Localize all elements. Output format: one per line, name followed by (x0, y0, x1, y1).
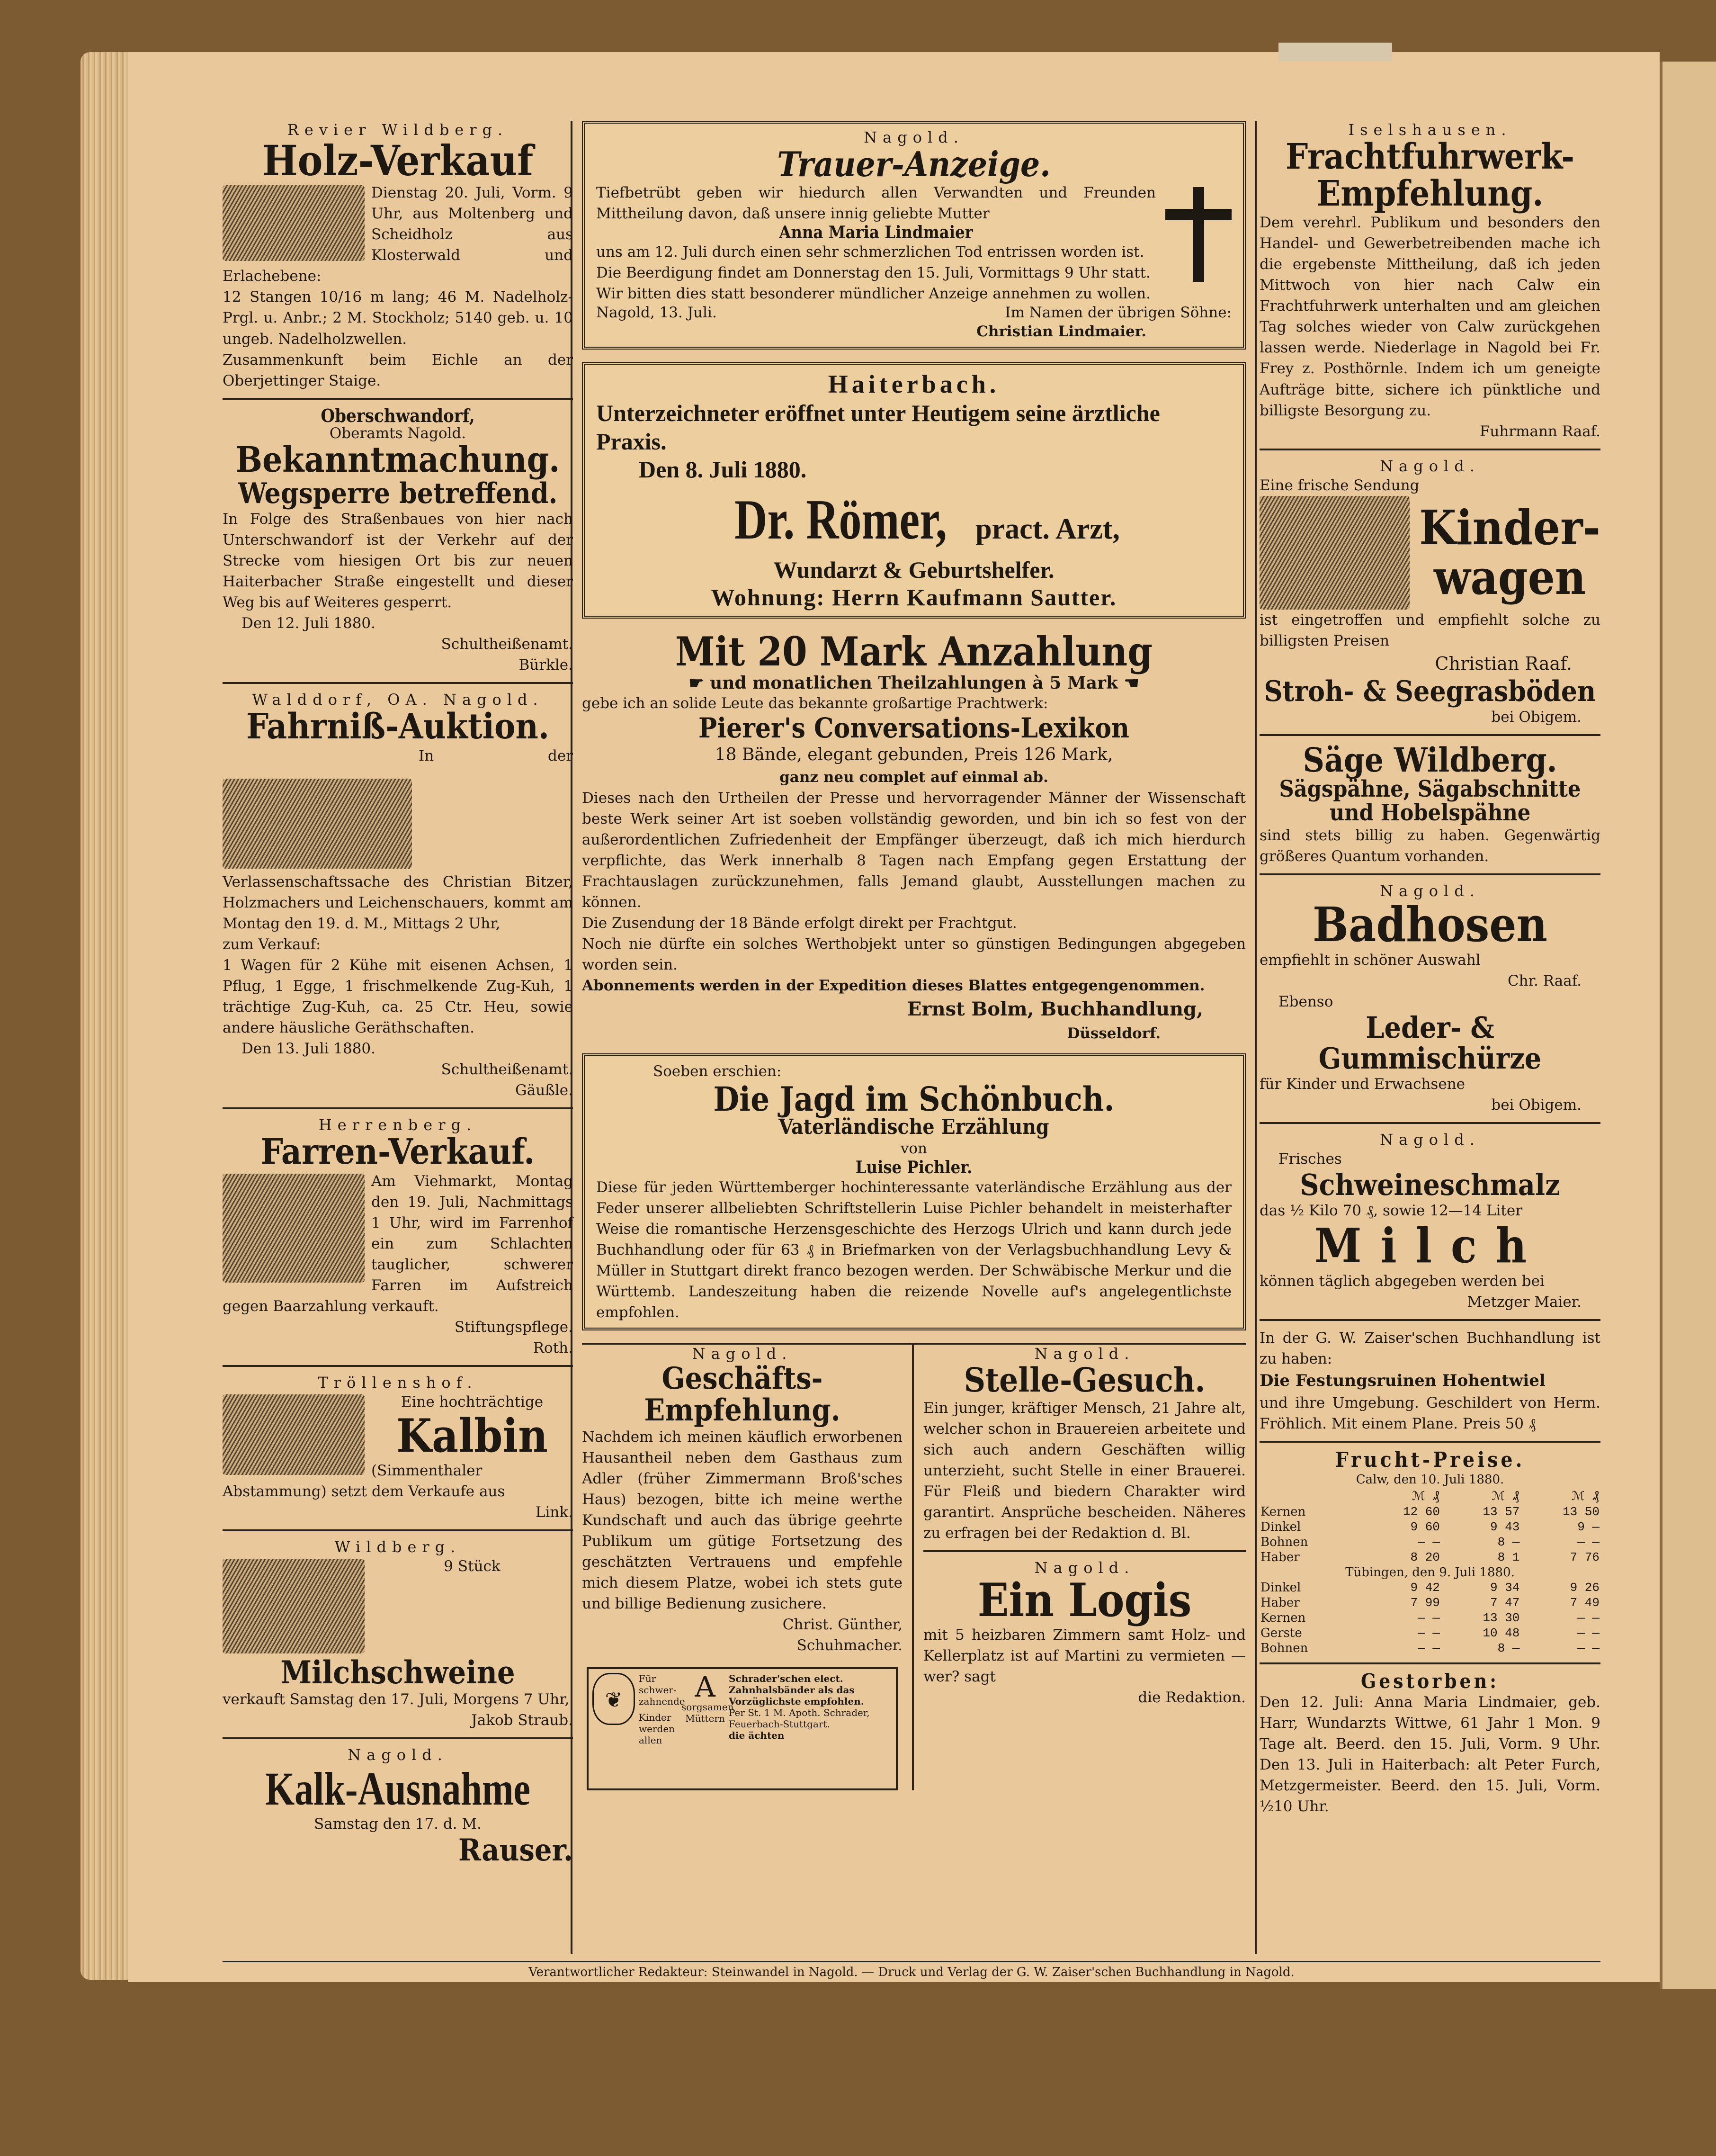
signature: Ernst Bolm, Buchhandlung, (907, 997, 1203, 1020)
table-row: Haber 8 20 8 1 7 76 (1260, 1550, 1600, 1564)
cow-illustration (223, 1394, 365, 1475)
table-row: Haber 7 99 7 47 7 49 (1260, 1595, 1600, 1610)
table-row: Dinkel 9 60 9 43 9 — (1260, 1519, 1600, 1534)
ad-text: Nachdem ich meinen käuflich erworbenen Hausantheil neben dem Gasthaus zum Adler (früher Zimmermann Broß'sches Haus) bezogen, bitte ich meine werthe Kundschaft und auch das übrige geehrte Publikum um gütige Fortsetzung des geschätzten Vertrauens und empfehle mich diesem Platze, wobei ich stets gute und billige Bedienung zusichere. (582, 1428, 903, 1612)
ad-geschaefts-empfehlung (582, 1345, 903, 1656)
place: Nagold. (692, 1345, 793, 1363)
ad-title: Frachtfuhrwerk- (1286, 136, 1574, 177)
book-title: Pierer's Conversations-Lexikon (698, 711, 1129, 744)
ad-jagd-schoenbuch (582, 1053, 1246, 1331)
place: Walddorf, OA. Nagold. (252, 691, 544, 709)
ad-text: (Simmenthaler Abstammung) setzt dem Verkaufe aus (223, 1462, 505, 1500)
ad-text: Dem verehrl. Publikum und besonders den Handel- und Gewerbetreibenden mache ich die ergebenste Mittheilung, daß ich jeden Mittwoch von hier nach Calw ein Frachtfuhrwerk unterhalten und am gleichen Tag solches wieder von Calw zurückgehen lassen werde. Niederlage in Nagold bei Fr. Frey z. Posthörnle. Indem ich um geneigte Aufträge bitte, sichere ich pünktliche und billigste Besorgung zu. (1260, 214, 1600, 419)
deceased-name: Anna Maria Lindmaier (779, 222, 973, 243)
signature: Düsseldorf. (1067, 1024, 1161, 1042)
signature: Schultheißenamt. (441, 636, 573, 653)
date: Den 12. Juli 1880. (241, 615, 375, 632)
ad-text: Die Beerdigung findet am Donnerstag den 15. Juli, Vormittags 9 Uhr statt. (596, 264, 1151, 282)
ad-text: Den 12. Juli: Anna Maria Lindmaier, geb. Harr, Wundarzts Wittwe, 61 Jahr 1 Mon. 9 Tage alt. Beerd. den 15. Juli, Vorm. 9 Uhr. Den 13. Juli in Haiterbach: alt Peter Furch, Metzgermeister. Beerd. den 15. Juli, Vorm. ½10 Uhr. (1260, 1693, 1600, 1815)
ad-stelle-gesuch (923, 1345, 1246, 1544)
signature: Christian Lindmaier. (976, 323, 1146, 341)
column-left (223, 121, 573, 1869)
ad-text: Abonnements werden in der Expedition dieses Blattes entgegengenommen. (582, 977, 1205, 994)
place: Nagold. (348, 1746, 448, 1764)
column-right (1260, 121, 1600, 1817)
signature: Schuhmacher. (796, 1636, 903, 1654)
ad-subtitle: und monatlichen Theilzahlungen à 5 Mark (710, 673, 1118, 693)
signature: Link. (535, 1503, 573, 1521)
ad-zahnhalsbaender (587, 1667, 898, 1790)
adjacent-page (1660, 62, 1716, 1989)
table-row: Bohnen — — 8 — — — (1260, 1535, 1600, 1549)
ad-text: In der G. W. Zaiser'schen Buchhandlung ist zu haben: (1260, 1330, 1600, 1368)
ad-pretext: Frisches (1278, 1150, 1342, 1168)
ad-text: Am Viehmarkt, Montag den 19. Juli, Nachmittags 1 Uhr, wird im Farrenhof ein zum Schlachten tauglicher, schwerer Farren im Aufstreich gegen Baarzahlung verkauft. (223, 1172, 573, 1315)
ad-text: sorgsamen Müttern (681, 1701, 734, 1724)
ad-text: das ½ Kilo 70 ₰, sowie 12—14 Liter (1260, 1202, 1523, 1220)
address: Wohnung: Herrn Kaufmann Sautter. (711, 584, 1117, 611)
ad-title: Bekanntmachung. (235, 440, 560, 481)
furniture-illustration (223, 779, 412, 869)
ad-text: können täglich abgegeben werden bei (1260, 1273, 1545, 1290)
ad-arzt-praxis (582, 362, 1246, 619)
signature: Gäußle. (515, 1082, 573, 1099)
signature: die Redaktion. (1138, 1689, 1246, 1706)
ad-subtitle: Sägspähne, Sägabschnitte und Hobelspähne (1279, 776, 1581, 826)
date: Calw, den 10. Juli 1880. (1356, 1472, 1504, 1487)
cross-icon (1165, 187, 1232, 282)
pointing-hand-icon: ☚ (1117, 673, 1139, 693)
ad-title: Die Jagd im Schönbuch. (713, 1079, 1115, 1119)
ad-title: Badhosen (1313, 896, 1547, 952)
ad-text: Per St. 1 M. Apoth. Schrader, Feuerbach-Stuttgart. (729, 1707, 870, 1730)
signature: Roth. (533, 1339, 573, 1356)
ad-text: In der Verlassenschaftssache des Christian Bitzer, Holzmachers und Leichenschauers, kommt am Montag den 19. d. M., Mittags 2 Uhr, (223, 747, 573, 932)
ad-text: Zusammenkunft beim Eichle an der Oberjettinger Staige. (223, 351, 573, 389)
ad-text: sind stets billig zu haben. Gegenwärtig größeres Quantum vorhanden. (1260, 826, 1600, 865)
date: Tübingen, den 9. Juli 1880. (1345, 1565, 1515, 1580)
table-row: Bohnen — — 8 — — — (1260, 1641, 1600, 1655)
book-volumes: ganz neu complet auf einmal ab. (779, 768, 1048, 786)
place: Nagold. (864, 128, 964, 146)
pigs-illustration (223, 1559, 365, 1653)
section-title: Gestorben: (1360, 1669, 1500, 1693)
ad-text: gebe ich an solide Leute das bekannte großartige Prachtwerk: (582, 694, 1048, 712)
bull-illustration (223, 1174, 365, 1283)
doctor-name: Dr. Römer, (734, 488, 947, 551)
ad-pretext: Ebenso (1278, 993, 1333, 1010)
place: Wildberg. (334, 1537, 461, 1556)
ad-title: Trauer-Anzeige. (777, 144, 1051, 184)
place: Haiterbach. (828, 370, 1000, 399)
signature: Jakob Straub. (471, 1712, 573, 1729)
ad-title: Kalk-Ausnahme (265, 1762, 531, 1815)
place: Nagold. (1380, 1131, 1480, 1149)
by: von (900, 1140, 928, 1158)
ad-text: für Kinder und Erwachsene (1260, 1076, 1465, 1093)
ad-text: Tiefbetrübt geben wir hiedurch allen Verwandten und Freunden Mittheilung davon, daß unsere innig geliebte Mutter (596, 184, 1156, 222)
signature: Stiftungspflege. (454, 1318, 573, 1336)
ad-text: Noch nie dürfte ein solches Werthobjekt unter so günstigen Bedingungen abgegeben worden sein. (582, 935, 1246, 973)
ad-title: wagen (1433, 549, 1586, 605)
ad-bekanntmachung (223, 406, 573, 676)
ad-title: Fahrniß-Auktion. (246, 706, 550, 747)
ad-text: Dienstag 20. Juli, Vorm. 9 Uhr, aus Moltenberg und Scheidholz aus Klosterwald und Erlachebene: (223, 184, 573, 285)
ad-title: Holz-Verkauf (262, 136, 534, 185)
date: Den 8. Juli 1880. (639, 456, 807, 483)
place: Tröllenshof. (318, 1373, 478, 1392)
column-center (571, 121, 1257, 1790)
ad-farren-verkauf (223, 1116, 573, 1358)
ad-kalk-ausnahme (223, 1746, 573, 1869)
signature: Christian Raaf. (1435, 653, 1572, 674)
signature: Schultheißenamt. (441, 1061, 573, 1078)
ad-title: Schweineschmalz (1300, 1168, 1560, 1203)
ad-title: Empfehlung. (1316, 173, 1544, 214)
ad-fahrniss-auktion (223, 691, 573, 1101)
ad-text: empfiehlt in schöner Auswahl (1260, 951, 1481, 969)
ad-text: Wir bitten dies statt besonderer mündlicher Anzeige annehmen zu wollen. (596, 285, 1151, 303)
place-sub: Oberamts Nagold. (329, 425, 466, 442)
ad-text: uns am 12. Juli durch einen sehr schmerzlichen Tod entrissen worden ist. (596, 243, 1144, 261)
place: Nagold. (1380, 881, 1480, 900)
signature: bei Obigem. (1491, 1096, 1582, 1114)
ad-pretext: 9 Stück (444, 1557, 500, 1575)
place: Oberschwandorf, (321, 404, 475, 426)
author: Luise Pichler. (855, 1158, 973, 1178)
ad-subtitle: Wundarzt & Geburtshelfer. (773, 557, 1055, 584)
ad-title: Leder- & Gummischürze (1318, 1010, 1542, 1076)
ad-title: Geschäfts-Empfehlung. (644, 1361, 840, 1428)
ad-frachtfuhrwerk (1260, 121, 1600, 442)
ad-pretext: Eine frische Sendung (1260, 476, 1420, 494)
ad-subtitle: Wegsperre betreffend. (238, 477, 558, 511)
ad-text: und ihre Umgebung. Geschildert von Herm. Fröhlich. Mit einem Plane. Preis 50 ₰ (1260, 1394, 1600, 1432)
ad-list: 12 Stangen 10/16 m lang; 46 M. Nadelholz-Prgl. u. Anbr.; 2 M. Stockholz; 5140 geb. u. 10 ungeb. Nadelholzwellen. (223, 288, 573, 348)
frucht-preise (1260, 1449, 1600, 1656)
book-volumes: 18 Bände, elegant gebunden, Preis 126 Mark, (715, 745, 1113, 764)
place: Nagold. (1380, 457, 1480, 475)
ad-festungsruinen (1260, 1328, 1600, 1434)
ad-text: Ein junger, kräftiger Mensch, 21 Jahre alt, welcher schon in Brauereien arbeitete und sich auch andern Geschäften willig unterzieht, sucht Stelle in einer Brauerei. Für Fleiß und biedern Charakter wird garantirt. Ansprüche bescheiden. Näheres zu erfragen bei der Redaktion d. Bl. (923, 1399, 1246, 1542)
ad-text: die ächten (729, 1729, 785, 1741)
ad-title: Milchschweine (280, 1653, 515, 1691)
gestorben (1260, 1671, 1600, 1817)
ad-text: mit 5 heizbaren Zimmern samt Holz- und Kellerplatz ist auf Martini zu vermieten — wer? sagt (923, 1626, 1246, 1685)
woodcutters-illustration (223, 185, 365, 261)
ad-title: Farren-Verkauf. (260, 1132, 535, 1173)
place: Nagold. (1034, 1558, 1135, 1577)
ad-badhosen (1260, 882, 1600, 1115)
ad-pretext: Soeben erschien: (653, 1062, 782, 1080)
table-row: Gerste — — 10 48 — — (1260, 1626, 1600, 1640)
ad-text: Diese für jeden Württemberger hochinteressante vaterländische Erzählung aus der Feder unserer allbeliebten Schriftstellerin Luise Pichler behandelt in meisterhafter Weise die romantische Herzensgeschichte des Herzogs Ulrich und kann durch jede Buchhandlung oder für 63 ₰ in Briefmarken von der Verlagsbuchhandlung Levy & Müller in Stuttgart direkt franco bezogen werden. Der Schwäbische Merkur und die Württemb. Landeszeitung haben die reizende Novelle auf's angelegentlichste empfohlen. (596, 1179, 1232, 1321)
ad-trauer-anzeige (582, 121, 1246, 350)
place: Iselshausen. (1348, 121, 1512, 139)
ad-milchschweine (223, 1538, 573, 1731)
place: Herrenberg. (318, 1116, 477, 1134)
signature: Rauser. (458, 1833, 573, 1869)
ad-title: Stelle-Gesuch. (964, 1360, 1206, 1400)
imprint-footer: Verantwortlicher Redakteur: Steinwandel in Nagold. — Druck und Verlag der G. W. Zaiser'schen Buchhandlung in Nagold. (223, 1961, 1600, 1979)
ad-text: ist eingetroffen und empfiehlt solche zu billigsten Preisen (1260, 611, 1600, 649)
section-title: Frucht-Preise. (1335, 1447, 1525, 1472)
ad-saege-wildberg (1260, 740, 1600, 867)
ad-schweineschmalz (1260, 1131, 1600, 1312)
prices-table (1260, 1489, 1600, 1656)
signature: Metzger Maier. (1467, 1294, 1582, 1311)
ad-lexikon (582, 628, 1246, 1043)
ad-text: In Folge des Straßenbaues von hier nach Unterschwandorf ist der Verkehr auf der Strecke vom hiesigen Ort bis zur neuen Haiterbacher Straße eingestellt und dieser Weg bis auf Weiteres gesperrt. (223, 511, 573, 611)
a-letter-emblem: A (695, 1670, 715, 1704)
ad-holz-verkauf (223, 121, 573, 391)
doctor-title: pract. Arzt, (975, 513, 1120, 546)
ad-text: Unterzeichneter eröffnet unter Heutigem seine ärztliche Praxis. (596, 400, 1160, 455)
ad-title: Säge Wildberg. (1303, 740, 1557, 780)
signature: bei Obigem. (1491, 708, 1582, 726)
ad-kinderwagen (1260, 457, 1600, 728)
ad-subtitle: Vaterländische Erzählung (778, 1115, 1049, 1140)
signature: Bürkle. (518, 656, 573, 674)
ad-text: verkauft Samstag den 17. Juli, Morgens 7 Uhr, (223, 1691, 570, 1708)
signature: Fuhrmann Raaf. (1479, 422, 1600, 440)
table-row: Dinkel 9 42 9 34 9 26 (1260, 1580, 1600, 1595)
emblem-icon: ❦ (592, 1673, 635, 1725)
ad-list: 1 Wagen für 2 Kühe mit eisenen Achsen, 1 Pflug, 1 Egge, 1 frischmelkende Zug-Kuh, 1 trächtige Zug-Kuh, ca. 25 Ctr. Heu, sowie andere häusliche Geräthschaften. (223, 957, 573, 1037)
table-row: Kernen — — 13 30 — — (1260, 1610, 1600, 1625)
date: Den 13. Juli 1880. (241, 1040, 375, 1058)
table-header: ℳ ₰ ℳ ₰ ℳ ₰ (1412, 1489, 1600, 1504)
signature-prefix: Im Namen der übrigen Söhne: (1005, 304, 1232, 322)
ad-text: Kinder werden allen (639, 1711, 675, 1746)
signature: Christ. Günther, (782, 1616, 903, 1633)
ad-text: Samstag den 17. d. M. (314, 1815, 482, 1833)
ad-pretext: Eine hochträchtige (401, 1393, 544, 1410)
ad-logis (923, 1559, 1246, 1708)
ad-text: zum Verkauf: (223, 935, 321, 953)
paper-tab (1278, 43, 1392, 62)
ad-title: Kinder- (1419, 499, 1600, 556)
place: Nagold. (1034, 1345, 1135, 1363)
ad-title: Ein Logis (977, 1573, 1192, 1627)
ad-text: Schrader'schen elect. Zahnhalsbänder als das Vorzüglichste empfohlen. (729, 1672, 864, 1707)
date: Nagold, 13. Juli. (596, 304, 717, 322)
ad-title: Mit 20 Mark Anzahlung (675, 628, 1153, 675)
book-title: Die Festungsruinen Hohentwiel (1260, 1371, 1546, 1391)
pram-illustration (1260, 496, 1410, 610)
ad-title: Milch (1314, 1218, 1546, 1274)
ad-text: Für schwer-zahnende (639, 1672, 685, 1707)
ad-text: Dieses nach den Urtheilen der Presse und hervorragender Männer der Wissenschaft beste Werk seiner Art ist soeben vollständig geworden, und bin ich so fest von der außerordentlichen Zufriedenheit der Empfänger überzeugt, daß ich mich hierdurch verpflichte, das Werk innerhalb 8 Tagen nach Empfang gegen Erstattung der Frachtauslagen zurückzunehmen, falls Jemand glaubt, Ausstellungen machen zu können. (582, 789, 1246, 911)
table-row: Kernen 12 60 13 57 13 50 (1260, 1504, 1600, 1519)
ad-text: Die Zusendung der 18 Bände erfolgt direkt per Frachtgut. (582, 914, 1017, 932)
pointing-hand-icon: ☛ (688, 673, 710, 693)
signature: Chr. Raaf. (1507, 972, 1582, 989)
ad-kalbin (223, 1374, 573, 1523)
ad-title: Stroh- & Seegrasböden (1264, 674, 1596, 708)
place: Revier Wildberg. (287, 121, 509, 139)
ad-title: Kalbin (396, 1409, 548, 1463)
